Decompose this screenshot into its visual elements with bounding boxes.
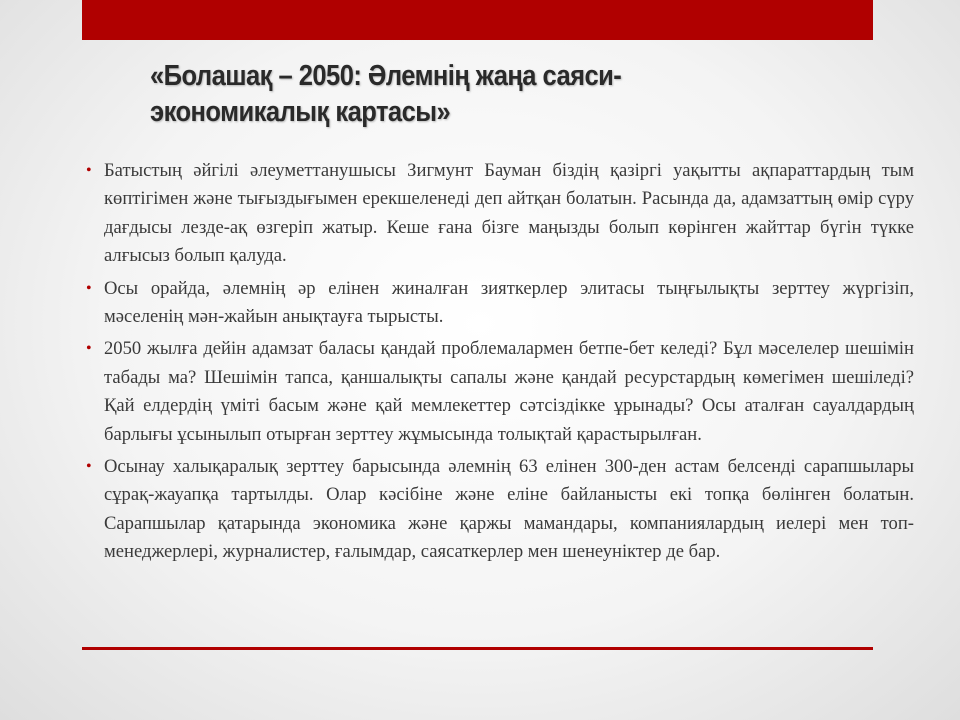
- bottom-accent-line: [82, 647, 873, 650]
- bullet-icon: •: [86, 162, 92, 179]
- bullet-item-4: [86, 453, 914, 567]
- bullet-icon: •: [86, 340, 92, 358]
- bullet-icon: •: [86, 279, 92, 297]
- bullet-item-3: [86, 335, 914, 449]
- bullet-list: [86, 157, 914, 571]
- bullet-item-2: [86, 275, 914, 332]
- slide-title: [150, 58, 766, 130]
- slide-title-line-1: «Болашақ – 2050: Әлемнің жаңа саяси-: [150, 60, 622, 92]
- bullet-text-4: Осынау халықаралық зерттеу барысында әлемнің 63 елінен 300-ден астам белсенді сарапшылары сұрақ-жауапқа тартылды. Олар кәсібіне және еліне байланысты екі топқа бөлінген болатын. Сарапшылар қатарында экономика және қаржы мамандары, компаниялардың иелері мен топ-менеджерлері, журналистер, ғалымдар, саясаткерлер мен шенеуніктер де бар.: [104, 456, 914, 563]
- bullet-text-3: 2050 жылға дейін адамзат баласы қандай проблемалармен бетпе-бет келеді? Бұл мәселелер шешімін табады ма? Шешімін тапса, қаншалықты сапалы және қандай ресурстардың көмегімен шешіледі? Қай елдердің үміті басым және қай мемлекеттер сәтсіздікке ұрынады? Осы аталған сауалдардың барлығы ұсынылып отырған зерттеу жұмысында толықтай қарастырылған.: [104, 338, 914, 445]
- bullet-text-1: Батыстың әйгілі әлеуметтанушысы Зигмунт Бауман біздің қазіргі уақытты ақпараттардың тым көптігімен және тығыздығымен ерекшеленеді деп айтқан болатын. Расында да, адамзаттың өмір сүру дағдысы лезде-ақ өзгеріп жатыр. Кеше ғана бізге маңызды болып көрінген жайттар бүгін түкке алғысыз болып қалуда.: [104, 160, 914, 267]
- bullet-text-2: Осы орайда, әлемнің әр елінен жиналған зияткерлер элитасы тыңғылықты зерттеу жүргізіп, мәселенің мән-жайын анықтауға тырысты.: [104, 277, 914, 328]
- slide-title-line-2: экономикалық картасы»: [150, 96, 451, 128]
- top-accent-bar: [82, 0, 873, 40]
- bullet-icon: •: [86, 458, 92, 476]
- bullet-item-1: [86, 157, 914, 271]
